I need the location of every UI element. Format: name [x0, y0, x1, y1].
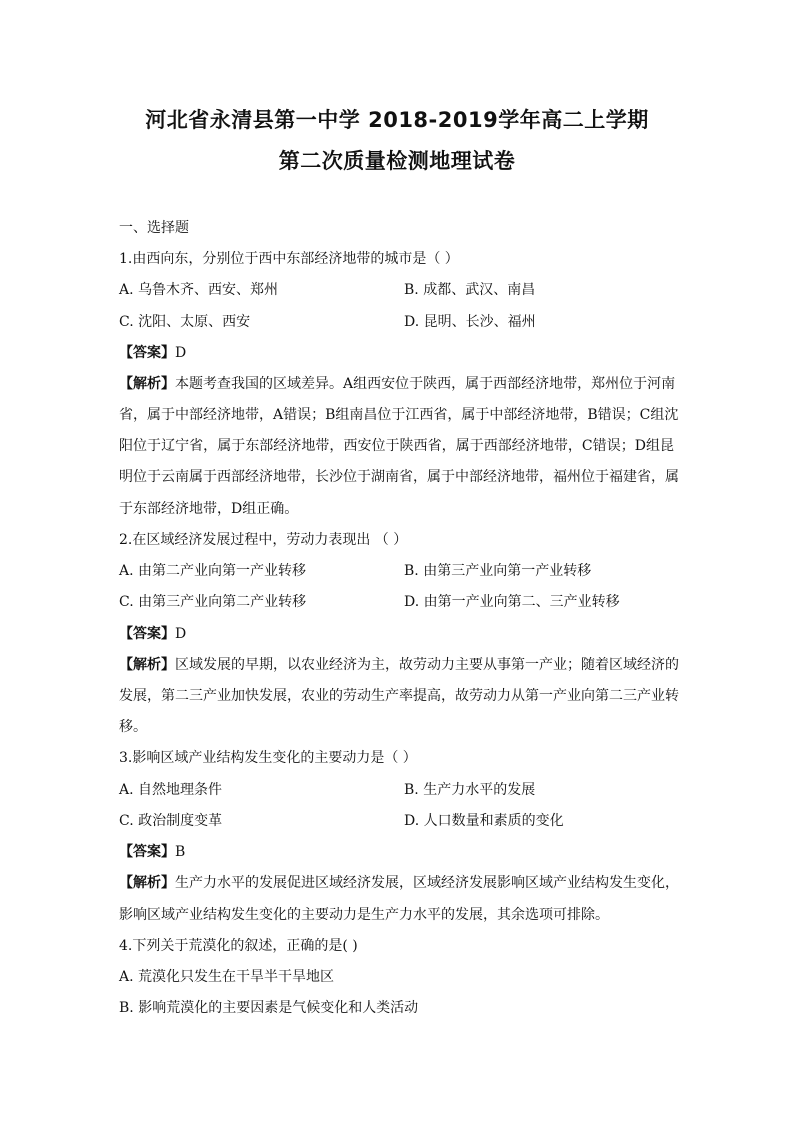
question-2-analysis-line-1: [119, 656, 679, 674]
question-4-stem: 4.下列关于荒漠化的叙述，正确的是( ): [119, 938, 358, 954]
question-3-answer: [119, 843, 185, 861]
question-2-answer: [119, 625, 186, 643]
answer-label: 【答案】: [119, 844, 175, 860]
answer-value: D: [175, 626, 187, 642]
question-1-analysis-line-4: 明位于云南属于西部经济地带，长沙位于湖南省，属于中部经济地带，福州位于福建省，属: [119, 469, 679, 485]
question-1-answer: [119, 344, 186, 362]
question-2-option-c: C. 由第三产业向第二产业转移: [119, 594, 307, 610]
question-1-analysis-line-3: 阳位于辽宁省，属于东部经济地带，西安位于陕西省，属于西部经济地带，C错误；D组昆: [119, 438, 674, 454]
question-3-analysis-line-1: [119, 874, 679, 892]
question-1-stem: 1.由西向东，分别位于西中东部经济地带的城市是（ ）: [119, 251, 459, 267]
question-3-option-c: C. 政治制度变革: [119, 813, 223, 829]
section-heading: 一、选择题: [119, 220, 189, 236]
question-3-option-b: B. 生产力水平的发展: [404, 782, 536, 798]
analysis-text: 生产力水平的发展促进区域经济发展，区域经济发展影响区域产业结构发生变化，: [175, 875, 679, 891]
answer-label: 【答案】: [119, 345, 175, 361]
question-3-option-a: A. 自然地理条件: [119, 782, 223, 798]
question-1-analysis-line-2: 省，属于中部经济地带，A错误；B组南昌位于江西省，属于中部经济地带，B错误；C组沈: [119, 407, 679, 423]
question-1-analysis-line-5: 于东部经济地带，D组正确。: [119, 501, 299, 517]
question-3-analysis-line-2: 影响区域产业结构发生变化的主要动力是生产力水平的发展，其余选项可排除。: [119, 907, 609, 923]
question-3-stem: 3.影响区域产业结构发生变化的主要动力是（ ）: [119, 750, 417, 766]
document-title-line-1: 河北省永清县第一中学 2018-2019学年高二上学期: [145, 108, 649, 132]
question-1-analysis-line-1: [119, 375, 674, 393]
analysis-text: 本题考查我国的区域差异。A组西安位于陕西，属于西部经济地带，郑州位于河南: [175, 376, 676, 392]
question-4-option-b: B. 影响荒漠化的主要因素是气候变化和人类活动: [119, 1000, 419, 1016]
answer-label: 【答案】: [119, 626, 175, 642]
question-1-option-a: A. 乌鲁木齐、西安、郑州: [119, 282, 279, 298]
analysis-label: 【解析】: [119, 376, 175, 392]
question-1-option-b: B. 成都、武汉、南昌: [404, 282, 536, 298]
question-2-option-b: B. 由第三产业向第一产业转移: [404, 563, 592, 579]
question-2-stem: 2.在区域经济发展过程中，劳动力表现出 （ ）: [119, 532, 408, 548]
answer-value: D: [175, 345, 187, 361]
analysis-label: 【解析】: [119, 657, 175, 673]
question-2-analysis-line-2: 发展，第二三产业加快发展，农业的劳动生产率提高，故劳动力从第一产业向第二三产业转: [119, 688, 679, 704]
question-1-option-c: C. 沈阳、太原、西安: [119, 314, 251, 330]
question-4-option-a: A. 荒漠化只发生在干旱半干旱地区: [119, 969, 335, 985]
question-2-option-d: D. 由第一产业向第二、三产业转移: [404, 594, 620, 610]
analysis-label: 【解析】: [119, 875, 175, 891]
document-title-line-2: 第二次质量检测地理试卷: [278, 149, 516, 173]
question-3-option-d: D. 人口数量和素质的变化: [404, 813, 564, 829]
answer-value: B: [175, 844, 186, 860]
question-2-analysis-line-3: 移。: [119, 719, 147, 735]
question-1-option-d: D. 昆明、长沙、福州: [404, 314, 536, 330]
question-2-option-a: A. 由第二产业向第一产业转移: [119, 563, 307, 579]
analysis-text: 区域发展的早期，以农业经济为主，故劳动力主要从事第一产业；随着区域经济的: [175, 657, 679, 673]
